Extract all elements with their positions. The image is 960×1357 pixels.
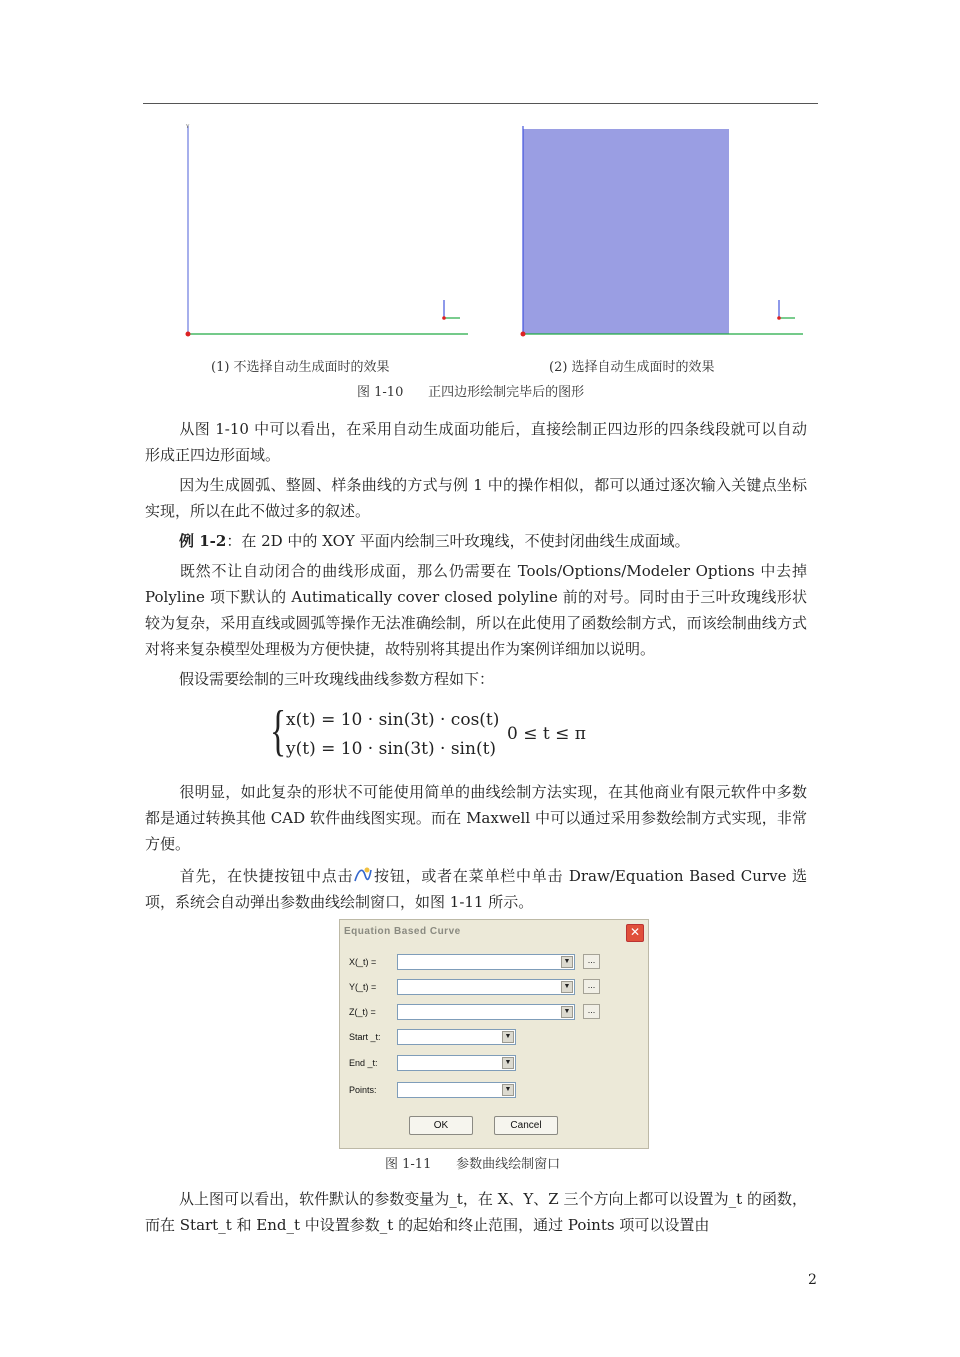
figure-1-10-left: [178, 122, 474, 344]
points-input[interactable]: [397, 1082, 516, 1098]
svg-text:Y: Y: [186, 124, 190, 130]
paragraph-7-text-b: 按钮，或者在菜单栏中单击 Draw/Equation Based Curve 选项，系统会自动弹出参数曲线绘制窗口，如图 1-11 所示。: [145, 867, 807, 911]
origin-point: [521, 332, 526, 337]
axis-triad-icon: [777, 300, 795, 320]
paragraph-4: [145, 558, 807, 662]
close-icon[interactable]: ✕: [626, 924, 644, 942]
z-browse-button[interactable]: ...: [583, 1004, 600, 1019]
origin-point: [186, 332, 191, 337]
figure-caption-1-10: 图 1-10 正四边形绘制完毕后的图形: [357, 385, 585, 400]
label-x: X(_t) =: [349, 957, 377, 967]
example-heading: [145, 528, 807, 554]
paragraph-4-text: 既然不让自动闭合的曲线形成面，那么仍需要在 Tools/Options/Modeler Options 中去掉 Polyline 项下默认的 Autimatically cover closed polyline 前的对号。同时由于三叶玫瑰线形状较为复杂，采用直线或圆弧等操作无法准确绘制，所以在此使用了函数绘制方式，而该绘制曲线方式对将来复杂模型处理极为方便快捷，故特别将其提出作为案例详细加以说明。: [145, 562, 807, 658]
label-points: Points:: [349, 1085, 377, 1095]
parametric-equation: [270, 700, 590, 767]
end-t-input[interactable]: [397, 1055, 516, 1071]
paragraph-6: [145, 779, 807, 857]
equation-line-2: y(t) = 10 · sin(3t) · sin(t): [286, 739, 497, 759]
paragraph-5: [145, 666, 807, 692]
equation-line-1: x(t) = 10 · sin(3t) · cos(t): [286, 710, 500, 730]
subcaption-right: (2) 选择自动生成面时的效果: [549, 360, 715, 375]
dialog-title: Equation Based Curve: [344, 926, 461, 937]
equation-curve-icon: [353, 866, 373, 884]
label-end: End _t:: [349, 1058, 378, 1068]
example-text: ：在 2D 中的 XOY 平面内绘制三叶玫瑰线，不使封闭曲线生成面域。: [226, 532, 690, 550]
paragraph-2: [145, 472, 807, 524]
y-function-input[interactable]: [397, 979, 575, 995]
figure-1-10-right: [513, 122, 809, 344]
header-rule: [143, 103, 818, 104]
example-label: 例 1-2: [179, 532, 227, 550]
chevron-down-icon[interactable]: ▼: [502, 1031, 514, 1043]
paragraph-1: [145, 416, 807, 468]
paragraph-6-text: 很明显，如此复杂的形状不可能使用简单的曲线绘制方法实现，在其他商业有限元软件中多数都是通过转换其他 CAD 软件曲线图实现。而在 Maxwell 中可以通过采用参数绘制方式实现，非常方便。: [145, 783, 807, 853]
start-t-input[interactable]: [397, 1029, 516, 1045]
filled-square: [523, 129, 729, 334]
chevron-down-icon[interactable]: ▼: [502, 1057, 514, 1069]
paragraph-7-text-a: 首先，在快捷按钮中点击: [179, 867, 354, 885]
y-browse-button[interactable]: ...: [583, 979, 600, 994]
chevron-down-icon[interactable]: ▼: [561, 1006, 573, 1018]
figure-caption-1-11: 图 1-11 参数曲线绘制窗口: [385, 1157, 561, 1172]
paragraph-8-text: 从上图可以看出，软件默认的参数变量为_t，在 X、Y、Z 三个方向上都可以设置为_t 的函数，而在 Start_t 和 End_t 中设置参数_t 的起始和终止范围，通过 Points 项可以设置由: [145, 1190, 807, 1234]
x-function-input[interactable]: [397, 954, 575, 970]
page-number: 2: [808, 1272, 817, 1288]
paragraph-2-text: 因为生成圆弧、整圆、样条曲线的方式与例 1 中的操作相似，都可以通过逐次输入关键点坐标实现，所以在此不做过多的叙述。: [145, 476, 807, 520]
chevron-down-icon[interactable]: ▼: [561, 956, 573, 968]
equation-range: 0 ≤ t ≤ π: [507, 724, 586, 744]
subcaption-left: (1) 不选择自动生成面时的效果: [211, 360, 390, 375]
paragraph-8: [145, 1186, 807, 1238]
chevron-down-icon[interactable]: ▼: [502, 1084, 514, 1096]
x-browse-button[interactable]: ...: [583, 954, 600, 969]
label-y: Y(_t) =: [349, 982, 377, 992]
ok-button[interactable]: OK: [409, 1116, 473, 1135]
label-start: Start _t:: [349, 1032, 381, 1042]
cancel-button[interactable]: Cancel: [494, 1116, 558, 1135]
paragraph-7: [145, 863, 807, 915]
axis-triad-icon: [442, 300, 460, 320]
label-z: Z(_t) =: [349, 1007, 376, 1017]
equation-curve-dialog: [339, 919, 649, 1149]
paragraph-5-text: 假设需要绘制的三叶玫瑰线曲线参数方程如下：: [179, 670, 495, 688]
chevron-down-icon[interactable]: ▼: [561, 981, 573, 993]
paragraph-1-text: 从图 1-10 中可以看出，在采用自动生成面功能后，直接绘制正四边形的四条线段就可以自动形成正四边形面域。: [145, 420, 807, 464]
equation-brace: {: [270, 700, 287, 762]
z-function-input[interactable]: [397, 1004, 575, 1020]
